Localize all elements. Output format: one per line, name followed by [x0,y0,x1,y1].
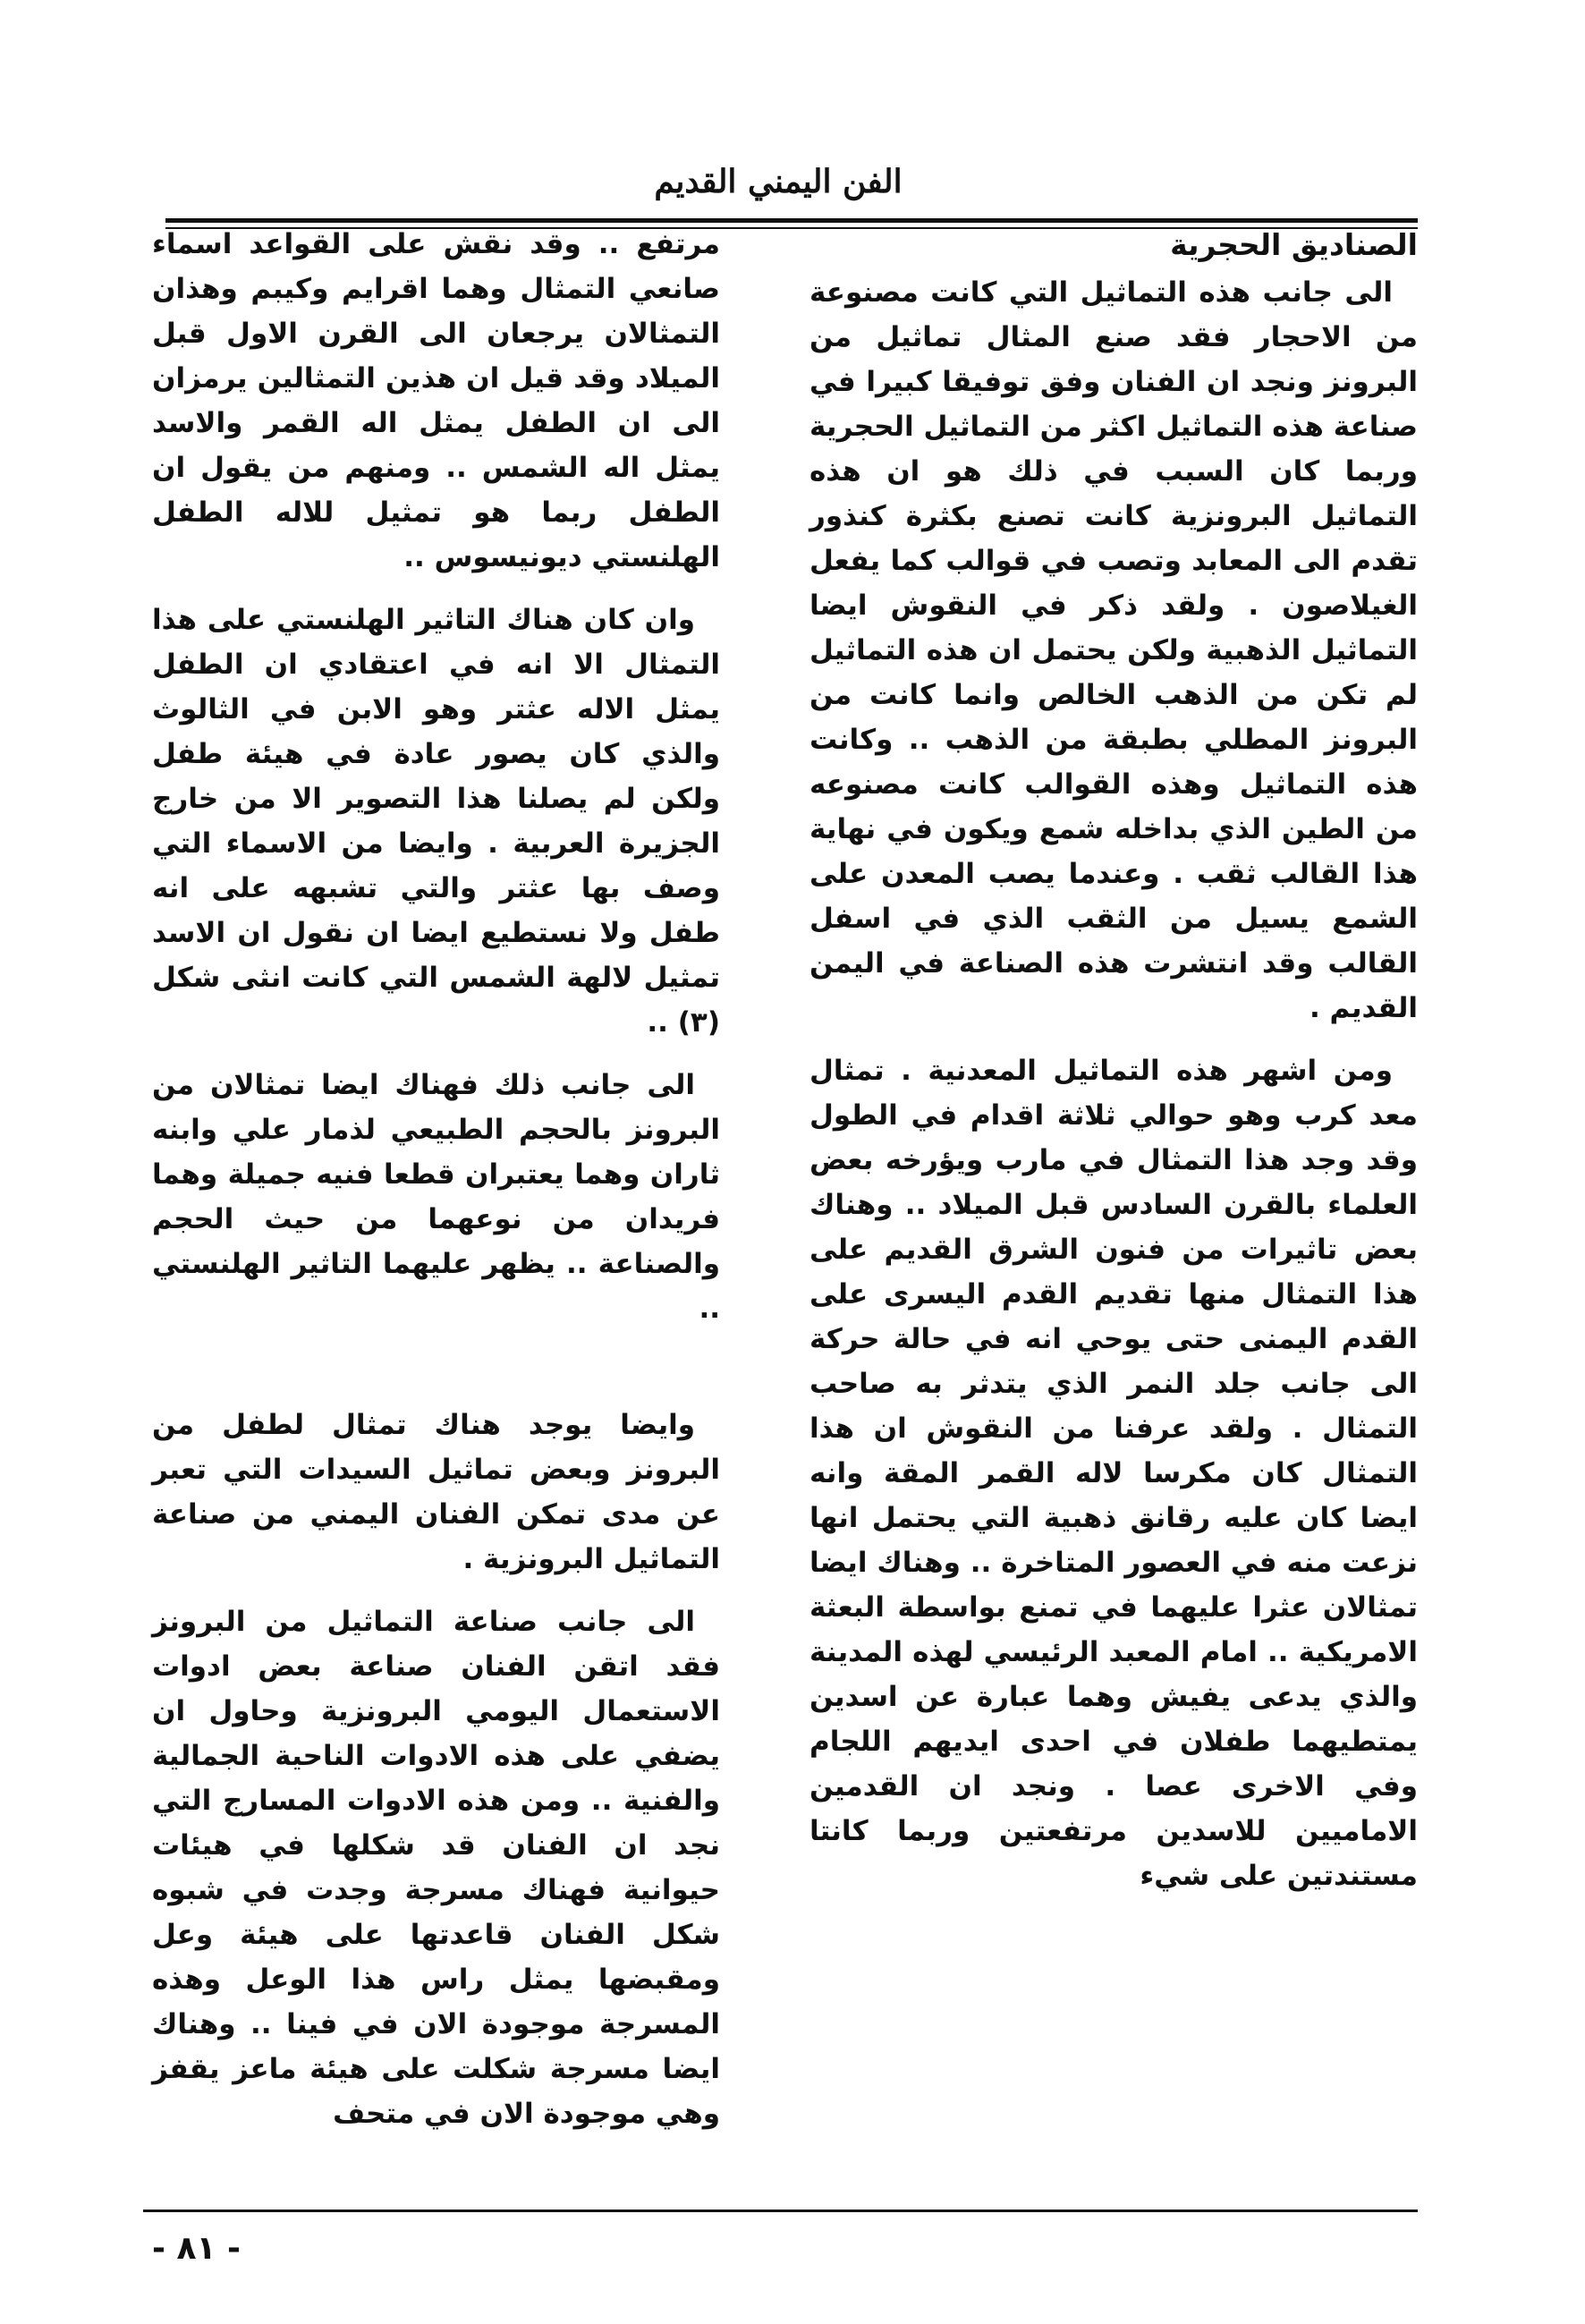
paragraph: وايضا يوجد هناك تمثال لطفل من البرونز وبعض تماثيل السيدات التي تعبر عن مدى تمكن الفنان اليمني من صناعة التماثيل البرونزية . [152,1409,720,1575]
paragraph: ومن اشهر هذه التماثيل المعدنية . تمثال معد كرب وهو حوالي ثلاثة اقدام في الطول وقد وجد هذا التمثال في مارب ويؤرخه بعض العلماء بالقرن السادس قبل الميلاد .. وهناك بعض تاثيرات من فنون الشرق القديم على هذا التمثال منها تقديم القدم اليسرى على القدم اليمنى حتى يوحي انه في حالة حركة الى جانب جلد النمر الذي يتدثر به صاحب التمثال . ولقد عرفنا من النقوش ان هذا التمثال كان مكرسا لاله القمر المقة وانه ايضا كان عليه رقانق ذهبية التي يحتمل انها نزعت منه في العصور المتاخرة .. وهناك ايضا تمثالان عثرا عليهما في تمنع بواسطة البعثة الامريكية .. امام المعبد الرئيسي لهذه المدينة والذي يدعى يفيش وهما عبارة عن اسدين يمتطيهما طفلان في احدى ايديهم اللجام وفي الاخرى عصا . ونجد ان القدمين الاماميين للاسدين مرتفعتين وربما كانتا مستندتين على شيء [809,1055,1418,1892]
footer-rule [143,2209,1418,2212]
paragraph: مرتفع .. وقد نقش على القواعد اسماء صانعي التمثال وهما اقرايم وكيبم وهذان التمثالان يرجعان الى القرن الاول قبل الميلاد وقد قيل ان هذين التمثالين يرمزان الى ان الطفل يمثل اله القمر والاسد يمثل اله الشمس .. ومنهم من يقول ان الطفل ربما هو تمثيل للاله الطفل الهلنستي ديونيسوس .. [152,228,720,573]
page-number: - ٨١ - [152,2230,241,2267]
paragraph: الى جانب صناعة التماثيل من البرونز فقد اتقن الفنان صناعة بعض ادوات الاستعمال اليومي البرونزية وحاول ان يضفي على هذه الادوات الناحية الجمالية والفنية .. ومن هذه الادوات المسارج التي نجد ان الفنان قد شكلها في هيئات حيوانية فهناك مسرجة وجدت في شبوه شكل الفنان قاعدتها على هيئة وعل ومقبضها يمثل راس هذا الوعل وهذه المسرجة موجودة الان في فينا .. وهناك ايضا مسرجة شكلت على هيئة ماعز يقفز وهي موجودة الان في متحف [152,1606,720,2130]
right-column [809,222,1418,2091]
left-column [152,222,720,2130]
paragraph: الى جانب هذه التماثيل التي كانت مصنوعة من الاحجار فقد صنع المثال تماثيل من البرونز ونجد ان الفنان وفق توفيقا كبيرا في صناعة هذه التماثيل اكثر من التماثيل الحجرية وربما كان السبب في ذلك هو ان هذه التماثيل البرونزية كانت تصنع بكثرة كنذور تقدم الى المعابد وتصب في قوالب كما يفعل الغيلاصون . ولقد ذكر في النقوش ايضا التماثيل الذهبية ولكن يحتمل ان هذه التماثيل لم تكن من الذهب الخالص وانما كانت من البرونز المطلي بطبقة من الذهب .. وكانت هذه التماثيل وهذه القوالب كانت مصنوعه من الطين الذي بداخله شمع ويكون في نهاية هذا القالب ثقب . وعندما يصب المعدن على الشمع يسيل من الثقب الذي في اسفل القالب وقد انتشرت هذه الصناعة في اليمن القديم . [809,276,1418,1024]
paragraph: الى جانب ذلك فهناك ايضا تمثالان من البرونز بالحجم الطبيعي لذمار علي وابنه ثاران وهما يعتبران قطعا فنيه جميلة وهما فريدان من نوعهما من حيث الحجم والصناعة .. يظهر عليهما التاثير الهلنستي .. [152,1069,720,1325]
running-header-title: الفن اليمني القديم [654,163,903,200]
paragraph: وان كان هناك التاثير الهلنستي على هذا التمثال الا انه في اعتقادي ان الطفل يمثل الاله عثتر وهو الابن في الثالوث والذي كان يصور عادة في هيئة طفل ولكن لم يصلنا هذا التصوير الا من خارج الجزيرة العربية . وايضا من الاسماء التي وصف بها عثتر والتي تشبهه على انه طفل ولا نستطيع ايضا ان نقول ان الاسد تمثيل لالهة الشمس التي كانت انثى شكل (٣) .. [152,604,720,1039]
paragraph-gap [152,1349,720,1403]
section-title: الصناديق الحجرية [1170,227,1418,262]
